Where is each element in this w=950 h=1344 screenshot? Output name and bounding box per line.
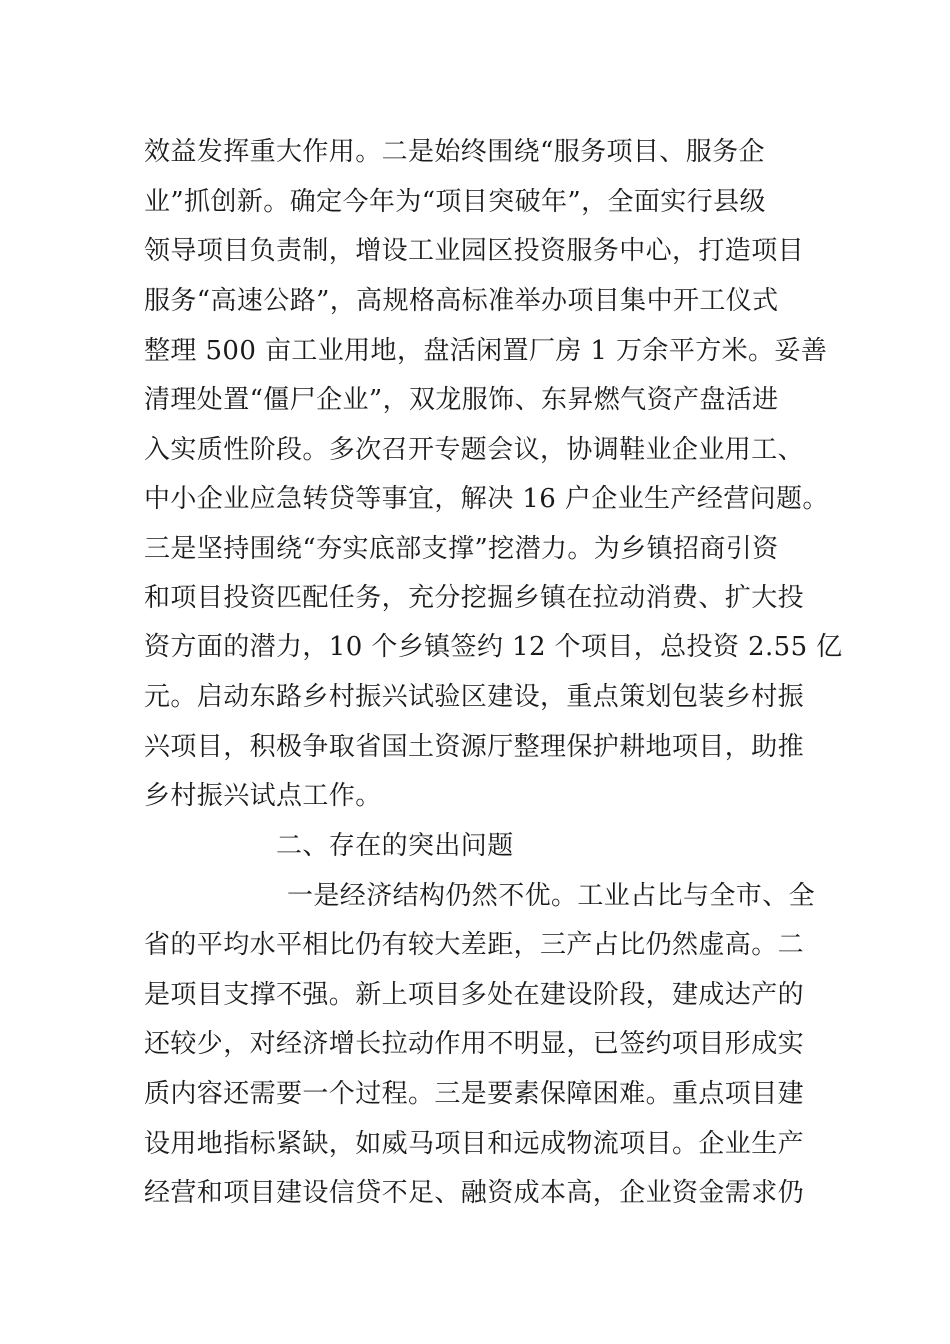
body-text-line: 质内容还需要一个过程。三是要素保障困难。重点项目建 (144, 1079, 805, 1109)
body-text-line: 资方面的潜力，10 个乡镇签约 12 个项目，总投资 2.55 亿 (144, 632, 843, 662)
body-text-line: 效益发挥重大作用。二是始终围绕“服务项目、服务企 (144, 137, 765, 167)
body-text-line: 一是经济结构仍然不优。工业占比与全市、全 (287, 881, 816, 911)
body-text-line: 清理处置“僵尸企业”，双龙服饰、东昇燃气资产盘活进 (144, 385, 779, 415)
section-heading: 二、存在的突出问题 (276, 831, 514, 861)
body-text-line: 元。启动东路乡村振兴试验区建设，重点策划包装乡村振 (144, 682, 805, 712)
body-text-line: 是项目支撑不强。新上项目多处在建设阶段，建成达产的 (144, 980, 805, 1010)
body-text-line: 设用地指标紧缺，如威马项目和远成物流项目。企业生产 (144, 1129, 805, 1159)
body-text-line: 入实质性阶段。多次召开专题会议，协调鞋业企业用工、 (144, 435, 805, 465)
body-text-line: 兴项目，积极争取省国土资源厅整理保护耕地项目，助推 (144, 732, 805, 762)
body-text-line: 业”抓创新。确定今年为“项目突破年”，全面实行县级 (144, 187, 766, 217)
body-text-line: 经营和项目建设信贷不足、融资成本高，企业资金需求仍 (144, 1178, 805, 1208)
body-text-line: 和项目投资匹配任务，充分挖掘乡镇在拉动消费、扩大投 (144, 583, 805, 613)
body-text-line: 领导项目负责制，增设工业园区投资服务中心，打造项目 (144, 236, 805, 266)
body-text-line: 服务“高速公路”，高规格高标准举办项目集中开工仪式 (144, 286, 779, 316)
body-text-line: 三是坚持围绕“夯实底部支撑”挖潜力。为乡镇招商引资 (144, 534, 779, 564)
body-text-line: 中小企业应急转贷等事宜，解决 16 户企业生产经营问题。 (144, 484, 829, 514)
body-text-line: 整理 500 亩工业用地，盘活闲置厂房 1 万余平方米。妥善 (144, 336, 828, 366)
body-text-line: 还较少，对经济增长拉动作用不明显，已签约项目形成实 (144, 1029, 805, 1059)
body-text-line: 省的平均水平相比仍有较大差距，三产占比仍然虚高。二 (144, 930, 805, 960)
body-text-line: 乡村振兴试点工作。 (144, 781, 382, 811)
